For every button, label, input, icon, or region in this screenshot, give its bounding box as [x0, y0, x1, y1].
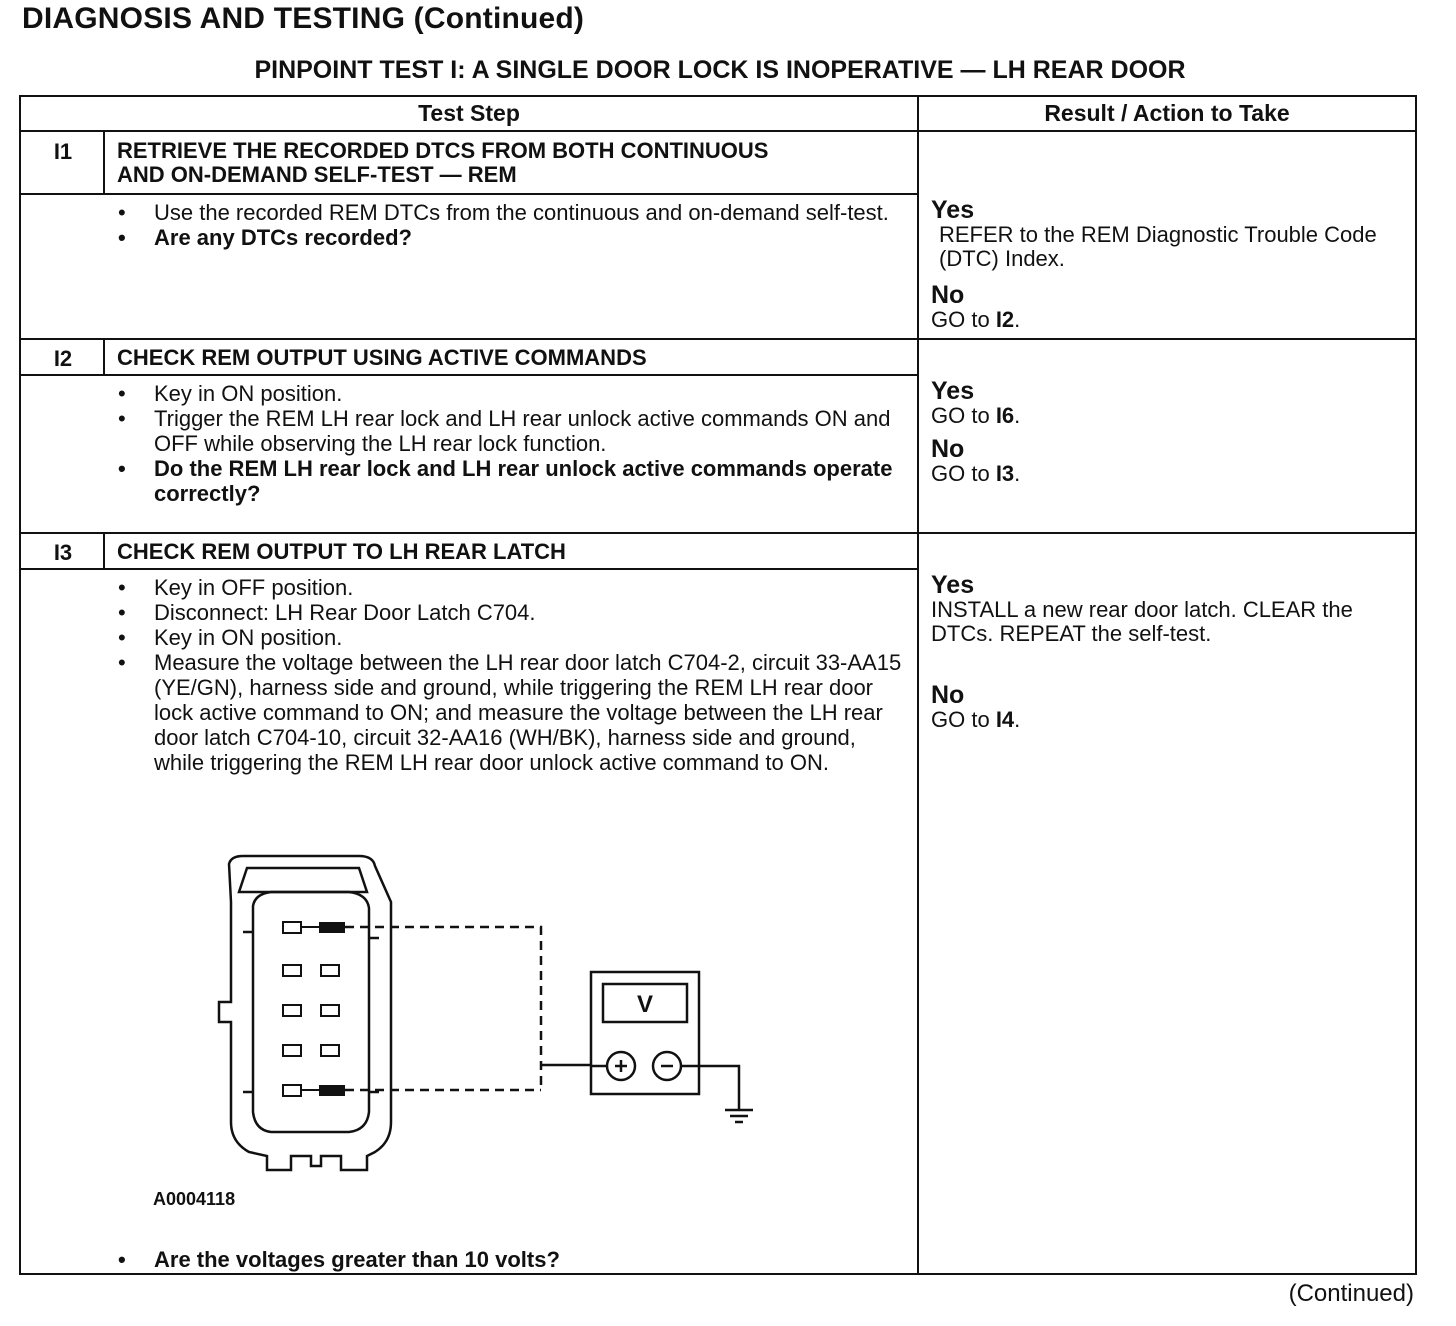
result-goto-text: GO to — [931, 403, 990, 428]
goto-step-ref: I2 — [995, 307, 1015, 332]
step-instruction: • Trigger the REM LH rear lock and LH rear unlock active commands ON and OFF while observing the LH rear lock function. — [116, 406, 906, 456]
step-title-i2: CHECK REM OUTPUT USING ACTIVE COMMANDS — [117, 345, 647, 370]
goto-step-ref: I6 — [995, 403, 1015, 428]
connector-voltmeter-diagram — [191, 852, 771, 1172]
step-title-i3: CHECK REM OUTPUT TO LH REAR LATCH — [117, 539, 566, 564]
connector-pin — [321, 1005, 339, 1016]
step-body-i3 — [116, 575, 906, 775]
column-divider — [917, 97, 919, 1273]
result-end-punct: . — [1014, 707, 1021, 732]
connector-pin — [283, 1045, 301, 1056]
result-yes-label: Yes — [931, 571, 975, 599]
pinpoint-test-table — [19, 95, 1417, 1275]
step-divider — [21, 338, 1415, 340]
result-i3 — [931, 572, 1401, 732]
result-no-label: No — [931, 281, 965, 309]
step-id-i3: I3 — [53, 540, 73, 565]
connector-pin — [321, 965, 339, 976]
ground-lead — [681, 1066, 739, 1110]
result-yes-label: Yes — [931, 377, 975, 405]
step-id-i1: I1 — [53, 139, 73, 164]
result-no-action — [931, 308, 1401, 332]
result-yes-label: Yes — [931, 196, 975, 224]
step-title-i1 — [117, 139, 907, 187]
step-instruction: • Key in ON position. — [116, 381, 906, 406]
result-no-label: No — [931, 681, 965, 709]
step-instruction: • Key in ON position. — [116, 625, 906, 650]
header-test-step: Test Step — [418, 100, 520, 126]
header-divider — [21, 130, 1415, 132]
step-title-divider — [21, 568, 917, 570]
step-question: • Are the voltages greater than 10 volts? — [116, 1247, 906, 1273]
step-title-line: RETRIEVE THE RECORDED DTCS FROM BOTH CONTINUOUS — [117, 138, 769, 163]
step-title-divider — [21, 374, 917, 376]
goto-step-ref: I4 — [995, 707, 1015, 732]
result-i1 — [931, 197, 1401, 332]
figure-id: A0004118 — [153, 1189, 236, 1209]
step-body-i2 — [116, 381, 906, 506]
step-title-line: AND ON-DEMAND SELF-TEST — REM — [117, 162, 517, 187]
result-goto-text: GO to — [931, 307, 990, 332]
result-end-punct: . — [1014, 461, 1021, 486]
goto-step-ref: I3 — [995, 461, 1015, 486]
step-body-i3-question — [116, 1247, 906, 1273]
result-no-action — [931, 708, 1401, 732]
connector-pin — [321, 1045, 339, 1056]
result-end-punct: . — [1014, 403, 1021, 428]
step-instruction: • Disconnect: LH Rear Door Latch C704. — [116, 600, 906, 625]
result-i2 — [931, 378, 1401, 486]
test-probe — [319, 1085, 345, 1096]
page-title: DIAGNOSIS AND TESTING (Continued) — [22, 2, 585, 35]
step-body-i1 — [116, 200, 906, 250]
step-question: • Do the REM LH rear lock and LH rear unlock active commands operate correctly? — [116, 456, 906, 506]
connector-pin — [283, 1085, 301, 1096]
step-id-i2: I2 — [53, 346, 73, 371]
step-instruction: • Key in OFF position. — [116, 575, 906, 600]
step-instruction: • Use the recorded REM DTCs from the continuous and on-demand self-test. — [116, 200, 906, 225]
result-goto-text: GO to — [931, 707, 990, 732]
step-instruction: • Measure the voltage between the LH rear door latch C704-2, circuit 33-AA15 (YE/GN), harness side and ground, while triggering the REM LH rear door lock active command to ON; and measure the voltage between the LH rear door latch C704-10, circuit 32-AA16 (WH/BK), harness side and ground, while triggering the REM LH rear door unlock active command to ON. — [116, 650, 906, 775]
result-yes-action: REFER to the REM Diagnostic Trouble Code (DTC) Index. — [939, 222, 1377, 271]
result-yes-action: INSTALL a new rear door latch. CLEAR the DTCs. REPEAT the self-test. — [931, 597, 1353, 646]
test-lead — [345, 927, 541, 1090]
pinpoint-test-title: PINPOINT TEST I: A SINGLE DOOR LOCK IS INOPERATIVE — LH REAR DOOR — [254, 56, 1186, 84]
step-title-divider — [21, 193, 917, 195]
test-probe — [319, 922, 345, 933]
connector-pin — [283, 922, 301, 933]
result-no-label: No — [931, 435, 965, 463]
step-question: • Are any DTCs recorded? — [116, 225, 906, 250]
connector-latch — [239, 868, 367, 892]
connector-pin — [283, 965, 301, 976]
result-goto-text: GO to — [931, 461, 990, 486]
result-yes-action — [931, 404, 1401, 428]
continued-note: (Continued) — [1288, 1280, 1414, 1307]
step-divider — [21, 532, 1415, 534]
result-no-action — [931, 462, 1401, 486]
voltmeter-label: V — [636, 991, 654, 1018]
result-end-punct: . — [1014, 307, 1021, 332]
connector-pin — [283, 1005, 301, 1016]
header-result-action: Result / Action to Take — [1044, 100, 1290, 126]
